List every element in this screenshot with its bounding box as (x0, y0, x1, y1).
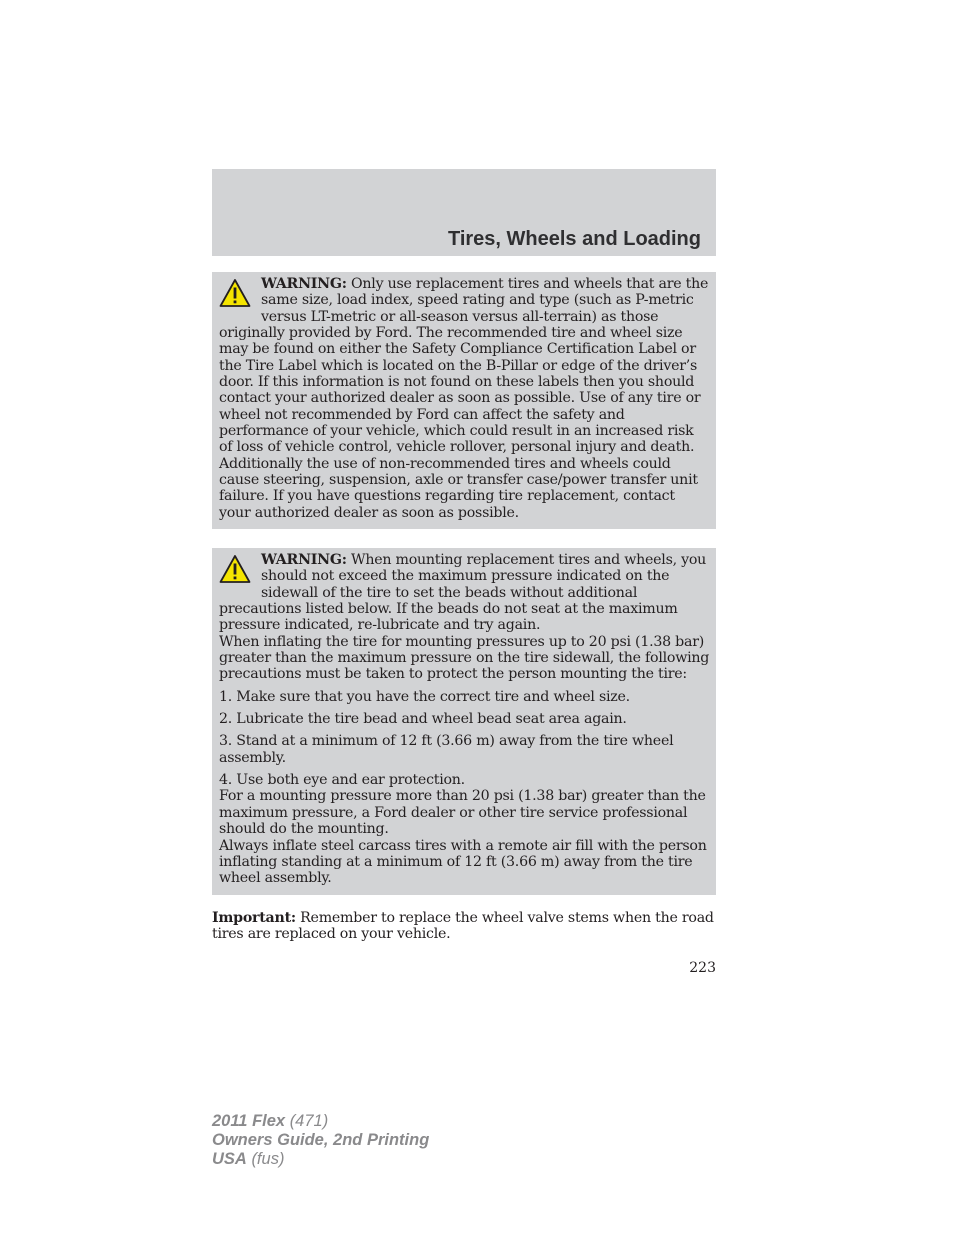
warning-triangle-icon (219, 278, 251, 308)
important-label: Important: (212, 910, 296, 926)
page-number: 223 (689, 960, 716, 976)
important-text: Remember to replace the wheel valve stems when the road tires are replaced on your vehicle. (212, 910, 714, 943)
document-footer (212, 1112, 429, 1169)
footer-model: 2011 Flex (212, 1112, 286, 1130)
list-item: 2. Lubricate the tire bead and wheel bead seat area again. (219, 711, 627, 728)
footer-market-line (212, 1150, 429, 1169)
warning-label: WARNING: (261, 552, 347, 568)
warning-label: WARNING: (261, 276, 347, 292)
warning-text (219, 276, 710, 521)
mounting-pressure-note: For a mounting pressure more than 20 psi (1.38 bar) greater than the maximum pressure, a Ford dealer or other tire service professional should do the mounting. (219, 788, 706, 838)
steel-carcass-note: Always inflate steel carcass tires with a remote air fill with the person inflating standing at a minimum of 12 ft (3.66 m) away from the tire wheel assembly. (219, 837, 707, 887)
warning-body: Only use replacement tires and wheels that are the same size, load index, speed rating and type (such as P-metric versus LT-metric or all-season versus all-terrain) as those originally provided by Ford. The recommended tire and wheel size may be found on either the Safety Compliance Certification Label or the Tire Label which is located on the B-Pillar or edge of the driver’s door. If this information is not found on these labels then you should contact your authorized dealer as soon as possible. Use of any tire or wheel not recommended by Ford can affect the safety and performance of your vehicle, which could result in an increased risk of loss of vehicle control, vehicle rollover, personal injury and death. Additionally the use of non-recommended tires and wheels could cause steering, suspension, axle or transfer case/power transfer unit failure. If you have questions regarding tire replacement, contact your authorized dealer as soon as possible. (219, 276, 709, 521)
important-note (212, 910, 716, 943)
footer-model-code: (471) (289, 1112, 329, 1130)
footer-market-code: (fus) (251, 1150, 285, 1168)
list-item: 3. Stand at a minimum of 12 ft (3.66 m) away from the tire wheel assembly. (219, 733, 674, 766)
footer-guide: Owners Guide, 2nd Printing (212, 1131, 430, 1149)
list-item: 4. Use both eye and ear protection. (219, 772, 465, 789)
warning-text (219, 552, 710, 634)
footer-model-line (212, 1112, 429, 1131)
footer-market: USA (212, 1150, 247, 1168)
warning-box-replacement-tires (212, 272, 716, 529)
section-title: Tires, Wheels and Loading (447, 228, 701, 250)
list-item: 1. Make sure that you have the correct tire and wheel size. (219, 688, 630, 705)
inflating-instructions: When inflating the tire for mounting pressures up to 20 psi (1.38 bar) greater than the maximum pressure on the tire sidewall, the following precautions must be taken to protect the person mounting the tire: (219, 633, 710, 683)
warning-triangle-icon (219, 554, 251, 584)
section-header-band (212, 169, 716, 256)
warning-box-mounting-pressure (212, 548, 716, 895)
warning-body: When mounting replacement tires and wheels, you should not exceed the maximum pressure indicated on the sidewall of the tire to set the beads without additional precautions listed below. If the beads do not seat at the maximum pressure indicated, re-lubricate and try again. (219, 552, 707, 634)
